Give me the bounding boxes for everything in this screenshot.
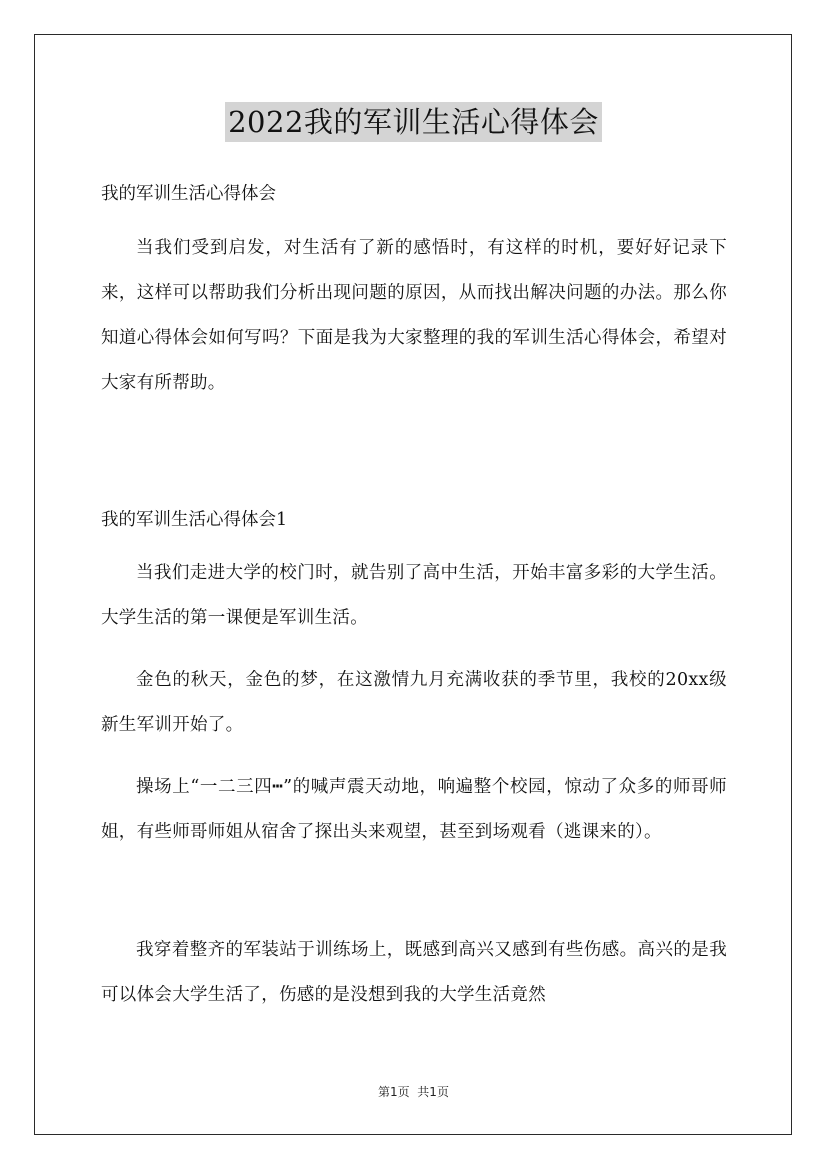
body-paragraph: 金色的秋天，金色的梦，在这激情九月充满收获的季节里，我校的20xx级新生军训开始了。	[101, 670, 727, 735]
document-title: 2022我的军训生活心得体会	[225, 102, 602, 142]
title-container	[0, 102, 827, 142]
page-footer	[0, 1083, 827, 1100]
body-paragraph: 当我们走进大学的校门时，就告别了高中生活，开始丰富多彩的大学生活。大学生活的第一课便是军训生活。	[101, 563, 727, 628]
subheading-intro: 我的军训生活心得体会	[101, 184, 276, 204]
subheading-part-1: 我的军训生活心得体会1	[101, 510, 288, 530]
body-paragraph: 操场上“一二三四┅”的喊声震天动地，响遍整个校园，惊动了众多的师哥师姐，有些师哥师姐从宿舍了探出头来观望，甚至到场观看（逃课来的）。	[101, 777, 727, 842]
page-number: 第1页 共1页	[378, 1085, 449, 1099]
body-paragraph: 我穿着整齐的军装站于训练场上，既感到高兴又感到有些伤感。高兴的是我可以体会大学生活了，伤感的是没想到我的大学生活竟然	[101, 940, 727, 1005]
intro-paragraph: 当我们受到启发，对生活有了新的感悟时，有这样的时机，要好好记录下来，这样可以帮助我们分析出现问题的原因，从而找出解决问题的办法。那么你知道心得体会如何写吗？下面是我为大家整理的我的军训生活心得体会，希望对大家有所帮助。	[101, 238, 727, 393]
